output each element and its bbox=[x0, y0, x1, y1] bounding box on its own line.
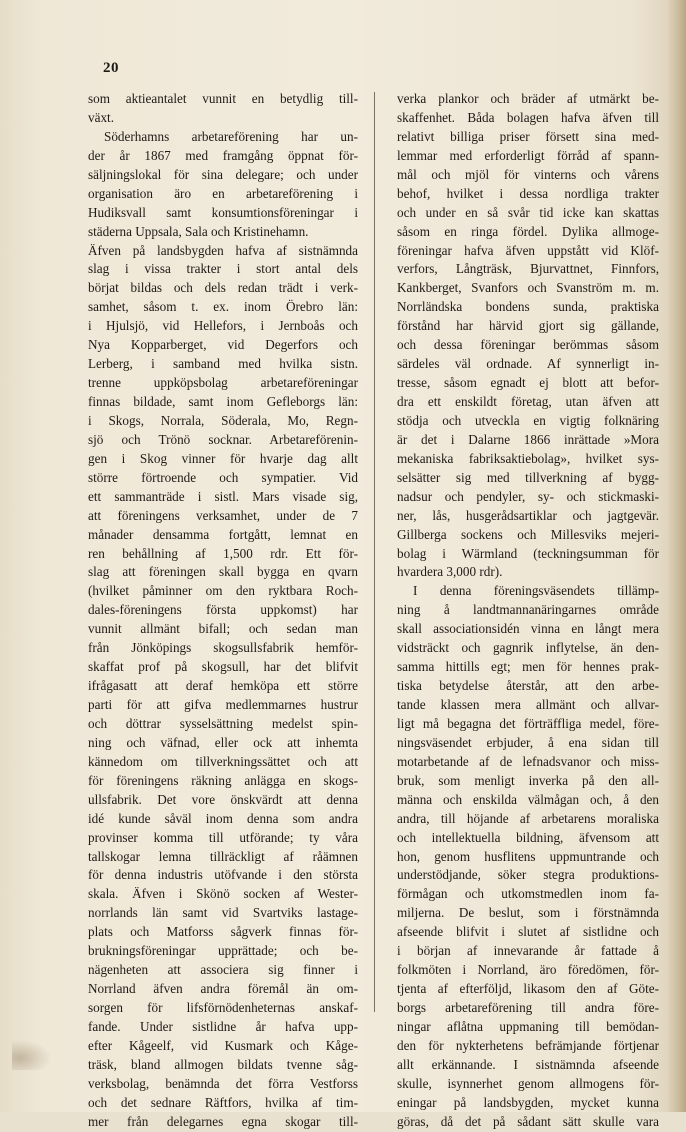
text-line: mekaniska fabriksaktiebolag», hvilket sys- bbox=[397, 450, 659, 466]
text-line: (hvilket påminner om den ryktbara Roch- bbox=[88, 583, 358, 599]
text-line: sorgen för lifsförnödenheternas anskaf- bbox=[88, 1000, 358, 1015]
text-line: bruk, som menligt inverka på den all- bbox=[397, 772, 659, 788]
text-line: slag att föreningen skall bygga en qvarn bbox=[88, 564, 358, 580]
text-line: parti för att gifva medlemmarnes hustrur bbox=[88, 697, 358, 712]
text-line: motarbetande af de lefnadsvanor och miss- bbox=[397, 753, 659, 769]
text-line: Kankberget, Svanfors och Svanström m. m. bbox=[397, 280, 659, 296]
text-line: och det sednare Räftfors, hvilka af tim- bbox=[88, 1094, 358, 1110]
text-line: relativt billiga priser försett sina med- bbox=[397, 128, 659, 144]
text-line: provinser komma till utförande; ty våra bbox=[88, 829, 358, 845]
text-line: ningar aflåtna uppmaning till bemödan- bbox=[397, 1018, 659, 1034]
text-line: dales-föreningens första uppkomst) har bbox=[88, 602, 358, 618]
text-line: Lerberg, i samband med hvilka sistn. bbox=[88, 356, 358, 372]
text-line: för föreningens räkning anlägga en skogs- bbox=[88, 772, 358, 788]
text-line: ett sammanträde i sistl. Mars visade sig, bbox=[88, 488, 358, 504]
text-line: tande klassen mera allmänt och allvar- bbox=[397, 697, 659, 712]
text-line: hon, genom husflitens uppmuntrande och bbox=[397, 848, 659, 864]
text-line: och dessa föreningar berömmas såsom bbox=[397, 337, 659, 353]
text-line: tallskogar lemna tillräckligt af råämnen bbox=[88, 848, 358, 864]
text-line: Norrland äfven andra föremål än om- bbox=[88, 981, 358, 997]
text-line: nägenheten att associera sig finner i bbox=[88, 962, 358, 978]
text-line: i början af innevarande år fattade å bbox=[397, 943, 659, 959]
text-line: brukningsföreningar upprättade; och be- bbox=[88, 943, 358, 959]
right-column bbox=[397, 90, 659, 1132]
text-line: mer från delegarnes egna skogar till- bbox=[88, 1113, 358, 1129]
text-line: föreningar hafva äfven uppstått vid Klöf- bbox=[397, 242, 659, 258]
text-line: som aktieantalet vunnit en betydlig till- bbox=[88, 91, 358, 106]
text-line: tresse, såsom egnadt ej blott att befor- bbox=[397, 375, 659, 391]
text-line: verksbolag, benämnda det förra Vestforss bbox=[88, 1075, 358, 1091]
text-line: behof, hvilket i dessa nordliga trakter bbox=[397, 185, 659, 201]
text-line: säljningslokal för sina delegare; och under bbox=[88, 166, 358, 182]
text-line: idé kunde såväl inom denna som andra bbox=[88, 810, 358, 826]
text-line: den för nykterhetens befrämjande förtjenar bbox=[397, 1037, 659, 1053]
text-line: afseende blifvit i slutet af sistlidne och bbox=[397, 924, 659, 940]
text-line: i Skogs, Norrala, Söderala, Mo, Regn- bbox=[88, 412, 358, 428]
text-line: ner, lås, husgerådsartiklar och jagtgevär. bbox=[397, 507, 659, 523]
text-line: kännedom om tillverkningssättet och att bbox=[88, 753, 358, 769]
text-line: Äfven på landsbygden hafva af sistnämnda bbox=[88, 242, 358, 258]
text-line: Gillberga sockens och Millesviks mejeri- bbox=[397, 526, 659, 542]
text-line: der år 1867 med framgång öppnat för- bbox=[88, 147, 358, 163]
text-line: börjat bildas och dels redan trädt i verk- bbox=[88, 280, 358, 296]
text-line: månader densamma fortgått, lemnat en bbox=[88, 526, 358, 542]
text-line: att föreningens verksamhet, under de 7 bbox=[88, 507, 358, 523]
text-line: växt. bbox=[88, 109, 115, 125]
text-line: folkmöten i Norrland, äro föredömen, för- bbox=[397, 962, 659, 978]
text-line: skala. Äfven i Skönö socken af Wester- bbox=[88, 886, 358, 902]
text-line: finnas bildade, samt inom Gefleborgs län: bbox=[88, 394, 358, 409]
text-line: ning å landtmannanäringarnes område bbox=[397, 602, 659, 618]
column-divider bbox=[374, 92, 375, 1012]
text-line: andra, till höjande af arbetarens moraliska bbox=[397, 810, 659, 826]
text-line: i Hjulsjö, vid Hellefors, i Jernboås och bbox=[88, 318, 358, 334]
text-line: är det i Dalarne 1866 inrättade »Mora bbox=[397, 431, 659, 447]
text-line: städerna Uppsala, Sala och Kristinehamn. bbox=[88, 223, 309, 239]
text-line: miljerna. De beslut, som i förstnämnda bbox=[397, 905, 659, 921]
text-line: skulle, isynnerhet genom allmogens för- bbox=[397, 1075, 659, 1091]
text-line: förmågan och utkomstmedlen inom fa- bbox=[397, 886, 659, 902]
text-line: tjenta af efterföljd, likasom den af Göte- bbox=[397, 981, 659, 997]
left-column bbox=[88, 90, 358, 1132]
text-line: samhet, såsom t. ex. inom Örebro län: bbox=[88, 299, 358, 315]
text-line: skaffenhet. Båda bolagen hafva äfven till bbox=[397, 109, 659, 125]
text-line: verfors, Långträsk, Bjurvattnet, Finnfors, bbox=[397, 261, 659, 277]
text-line: och under en så svår tid icke kan skattas bbox=[397, 204, 659, 220]
text-line: hvardera 3,000 rdr). bbox=[397, 564, 503, 580]
text-line: ullsfabrik. Det vore önskvärdt att denna bbox=[88, 791, 358, 807]
text-line: lemmar med erforderligt förråd af spann- bbox=[397, 147, 659, 163]
text-line: ligt må begagna det förträffliga medel, före- bbox=[397, 715, 659, 731]
text-line: verka plankor och bräder af utmärkt be- bbox=[397, 91, 659, 106]
text-line: vunnit allmänt bifall; och sedan man bbox=[88, 621, 358, 637]
text-line: göras, då det på sådant sätt skulle vara bbox=[397, 1113, 659, 1129]
text-line: efter Kågeelf, vid Kusmark och Kåge- bbox=[88, 1037, 358, 1053]
text-line: organisation äro en arbetareförening i bbox=[88, 185, 358, 201]
text-line: ningsväsendet erbjuder, å ena sidan till bbox=[397, 734, 659, 750]
text-line: vidsträckt och gagnrik inflytelse, än den- bbox=[397, 640, 659, 656]
text-line: slag i vissa trakter i stort antal dels bbox=[88, 261, 358, 277]
text-line: för denna industris utöfvande i den största bbox=[88, 867, 358, 883]
text-line: större förtroende och sympatier. Vid bbox=[88, 469, 358, 485]
text-line: I denna föreningsväsendets tillämp- bbox=[413, 583, 659, 599]
text-line: skall associationsidén vinna en långt mera bbox=[397, 621, 659, 637]
text-line: nadsur och pendyler, sy- och stickmaski- bbox=[397, 488, 659, 504]
text-line: norrlands län samt vid Svartviks lastage- bbox=[88, 905, 358, 921]
text-line: sjö och Trönö socknar. Arbetareförenin- bbox=[88, 431, 358, 447]
text-line: allt erkännande. I sistnämnda afseende bbox=[397, 1056, 659, 1072]
text-line: männa och enskilda välmågan och, å den bbox=[397, 791, 659, 807]
text-line: såsom en ringa fördel. Dylika allmoge- bbox=[397, 223, 659, 239]
text-line: från Jönköpings skogsullsfabrik hemför- bbox=[88, 640, 358, 656]
text-line: Hudiksvall samt konsumtionsföreningar i bbox=[88, 204, 358, 220]
text-line: gen i Skog vinner för hvarje dag allt bbox=[88, 450, 358, 466]
text-line: förstånd har härvid gjort sig gällande, bbox=[397, 318, 659, 334]
text-line: stödja och utveckla en vigtig folknäring bbox=[397, 412, 659, 428]
text-line: fande. Under sistlidne år hafva upp- bbox=[88, 1018, 358, 1034]
text-line: borgs arbetareförening till andra före- bbox=[397, 1000, 659, 1015]
text-line: mål och mjöl för vinterns och vårens bbox=[397, 166, 659, 182]
text-line: Söderhamns arbetareförening har un- bbox=[104, 128, 358, 144]
text-line: dra ett enskildt företag, utan äfven att bbox=[397, 394, 659, 409]
text-line: eningar på landsbygden, mycket kunna bbox=[397, 1094, 659, 1110]
text-line: särdeles väl ordnade. Af synnerligt in- bbox=[397, 356, 659, 372]
text-line: Norrländska bondens sunda, praktiska bbox=[397, 299, 659, 315]
text-line: samma hittills egt; men för hennes prak- bbox=[397, 659, 659, 675]
text-line: understödjande, söker stegra produktions- bbox=[397, 867, 659, 883]
page-edge bbox=[668, 0, 686, 1112]
text-line: Nya Kopparberget, vid Degerfors och bbox=[88, 337, 358, 353]
text-line: och döttrar sysselsättning medelst spin- bbox=[88, 715, 358, 731]
text-line: ren behållning af 1,500 rdr. Ett för- bbox=[88, 545, 358, 561]
text-line: plats och Matforss sågverk finnas för- bbox=[88, 924, 358, 940]
page-number: 20 bbox=[103, 60, 119, 76]
text-line: selsätter sig med tillverkning af bygg- bbox=[397, 469, 659, 485]
text-line: träsk, bland allmogen bildats tvenne såg- bbox=[88, 1056, 358, 1072]
text-line: tiska betydelse återstår, att den arbe- bbox=[397, 678, 659, 694]
text-line: och intellektuella bildning, äfvensom att bbox=[397, 829, 659, 845]
text-line: ifrågasatt att deraf hemköpa ett större bbox=[88, 678, 358, 694]
text-line: trenne uppköpsbolag arbetareföreningar bbox=[88, 375, 358, 391]
text-line: ning och väfnad, eller ock att inhemta bbox=[88, 734, 358, 750]
text-line: skaffat prof på skogsull, har det blifvit bbox=[88, 659, 358, 675]
paper-stain bbox=[12, 1040, 52, 1070]
text-line: bolag i Wärmland (teckningsumman för bbox=[397, 545, 659, 561]
